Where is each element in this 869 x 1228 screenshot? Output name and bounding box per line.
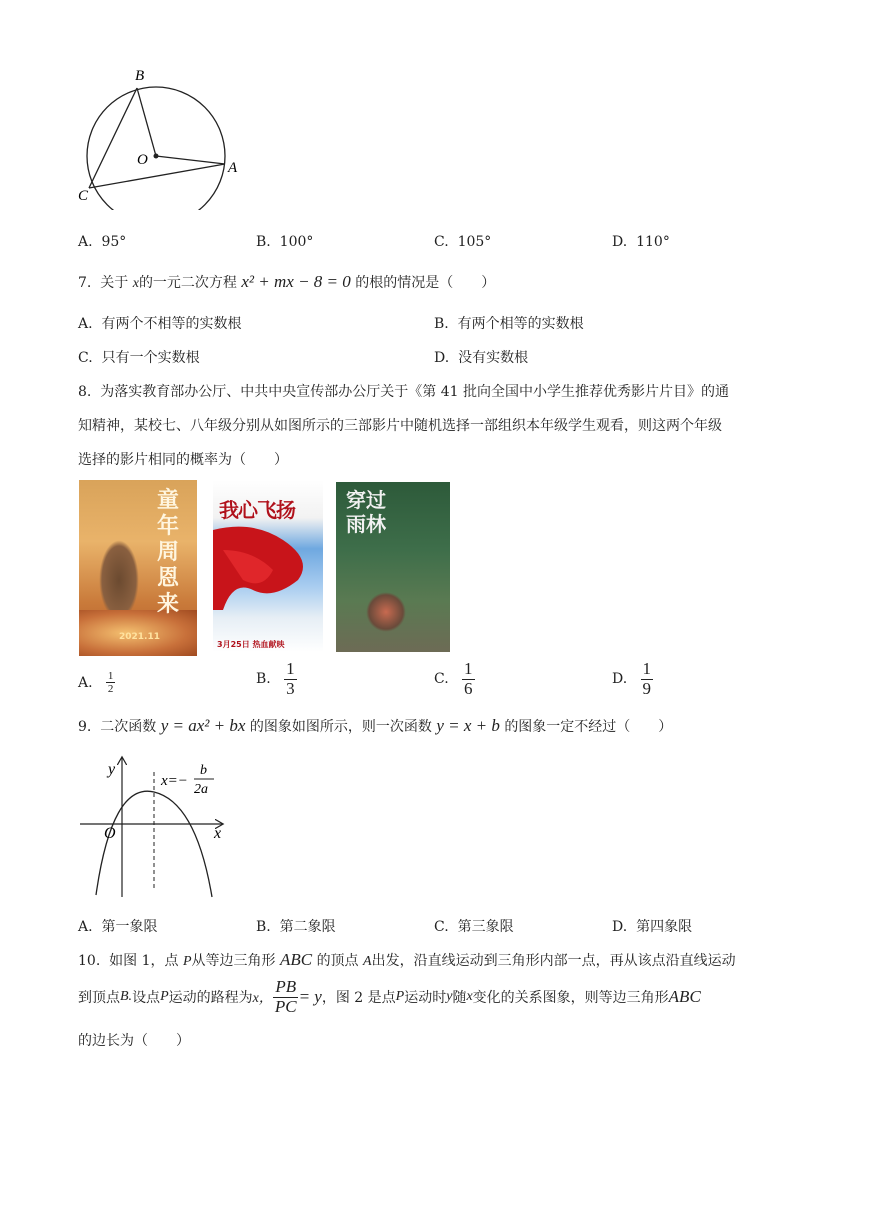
q7-stem: 7. 关于 x的一元二次方程 x² + mx − 8 = 0 的根的情况是（ ） — [78, 272, 496, 291]
symmetry-axis-den: 2a — [194, 782, 208, 797]
q10-stem-line1: 10. 如图 1，点 P从等边三角形 ABC 的顶点 A出发，沿直线运动到三角形内部一点，再从该点沿直线运动 — [78, 950, 736, 969]
q6-option-d[interactable]: D. 110° — [612, 234, 670, 250]
q8-stem-line2: 知精神，某校七、八年级分别从如图所示的三部影片中随机选择一部组织本年级学生观看，则这两个年级 — [78, 418, 722, 434]
q9-stem: 9. 二次函数 y = ax² + bx 的图象如图所示，则一次函数 y = x + b 的图象一定不经过（ ） — [78, 716, 673, 735]
q7-option-a[interactable]: A. 有两个不相等的实数根 — [78, 316, 242, 332]
q7-equation: x² + mx − 8 = 0 — [241, 272, 351, 291]
origin-label: O — [104, 825, 116, 842]
red-flag-shape — [213, 520, 323, 630]
q7-option-d[interactable]: D. 没有实数根 — [434, 350, 529, 366]
poster-caption: 2021.11 — [119, 632, 160, 642]
q8-option-d[interactable]: D. $\frac{1}{9}$ — [612, 659, 652, 698]
q9-equation-linear: y = x + b — [436, 716, 500, 735]
q7-option-c[interactable]: C. 只有一个实数根 — [78, 350, 200, 366]
q8-option-b[interactable]: B. $\frac{1}{3}$ — [256, 659, 295, 698]
q9-option-b[interactable]: B. 第二象限 — [256, 919, 336, 935]
poster-title: 童年周恩来 — [157, 488, 180, 617]
label-o: O — [137, 152, 148, 168]
label-a: A — [228, 160, 238, 176]
q10-stem-line2: 到顶点 B. 设点 P 运动的路程为 x， $\frac{PB}{PC}$ = y ，图 2 是点 P 运动时 y 随 x 变化的关系图象，则等边三角形 ABC — [78, 977, 701, 1016]
x-axis-label: x — [214, 825, 222, 842]
segment-oa — [156, 156, 225, 164]
q8-option-a[interactable]: A. $\frac{1}{2}$ — [78, 670, 114, 696]
y-axis-label: y — [108, 761, 116, 778]
segment-ca — [89, 164, 225, 188]
label-b: B — [135, 68, 145, 84]
symmetry-axis-eq: x=− — [161, 773, 188, 789]
segment-bc — [89, 88, 137, 188]
q9-option-a[interactable]: A. 第一象限 — [78, 919, 158, 935]
q9-option-c[interactable]: C. 第三象限 — [434, 919, 514, 935]
circle-figure — [70, 60, 260, 210]
q8-option-c[interactable]: C. $\frac{1}{6}$ — [434, 659, 473, 698]
q6-option-a[interactable]: A. 95° — [78, 234, 127, 250]
symmetry-axis-num: b — [200, 763, 207, 778]
q6-option-c[interactable]: C. 105° — [434, 234, 492, 250]
poster-my-heart-soars — [213, 480, 323, 652]
poster-title: 我心飞扬 — [219, 498, 295, 522]
q10-fraction: $\frac{PB}{PC}$ — [274, 977, 297, 1016]
q9-equation-quadratic: y = ax² + bx — [160, 716, 246, 735]
q9-option-d[interactable]: D. 第四象限 — [612, 919, 693, 935]
q6-option-b[interactable]: B. 100° — [256, 234, 314, 250]
q10-stem-line3: 的边长为（ ） — [78, 1033, 190, 1049]
poster-through-the-rainforest — [336, 482, 450, 652]
label-c: C — [78, 188, 89, 204]
parabola-graph — [72, 752, 242, 902]
segment-ob — [137, 88, 156, 156]
q8-stem-line1: 8. 为落实教育部办公厅、中共中央宣传部办公厅关于《第 41 批向全国中小学生推荐优秀影片片目》的通 — [78, 384, 729, 400]
q8-stem-line3: 选择的影片相同的概率为（ ） — [78, 452, 288, 468]
poster-title: 穿过雨林 — [346, 488, 386, 536]
poster-childhood-zhou-enlai — [79, 480, 197, 656]
poster-caption: 3月25日 热血献映 — [217, 640, 285, 649]
center-point — [154, 154, 159, 159]
q7-option-b[interactable]: B. 有两个相等的实数根 — [434, 316, 584, 332]
